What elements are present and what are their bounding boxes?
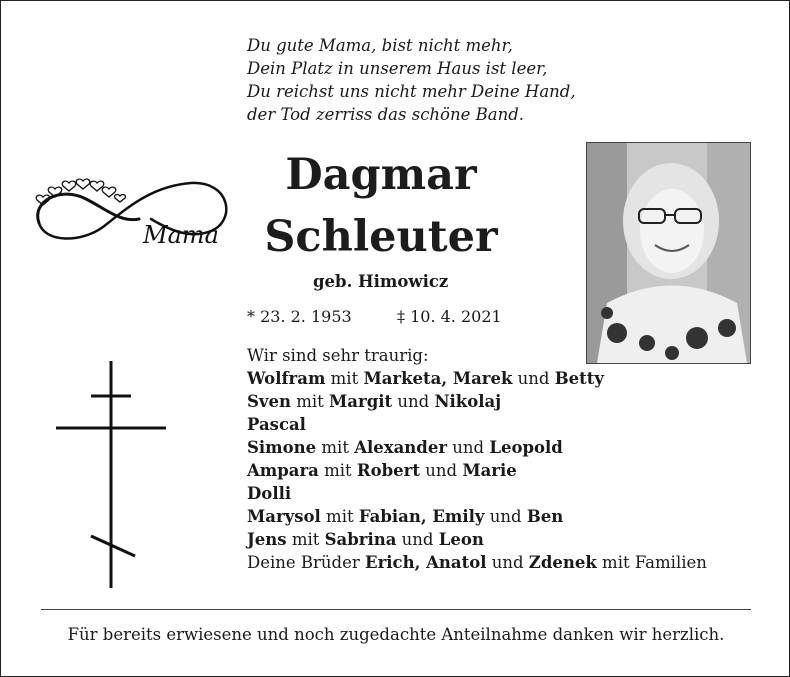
mourner-name: Ben <box>526 507 564 526</box>
mourner-connector: und <box>392 392 435 411</box>
mourner-name: Alexander <box>354 438 448 457</box>
mourners-list <box>247 344 707 574</box>
poem-line: Du gute Mama, bist nicht mehr, <box>247 36 513 55</box>
mourner-name: Ampara <box>247 461 319 480</box>
mourner-name: Fabian, Emily <box>358 507 485 526</box>
life-dates <box>247 307 502 326</box>
mourner-connector: mit <box>320 507 359 526</box>
thanks-note: Für bereits erwiesene und noch zugedachte Anteilnahme danken wir herzlich. <box>67 625 725 644</box>
logo-text: Mama <box>143 221 219 249</box>
mourner-connector: und <box>484 507 527 526</box>
poem-line: Dein Platz in unserem Haus ist leer, <box>247 59 548 78</box>
mourner-name: Marketa, Marek <box>363 369 513 388</box>
mourners-intro: Wir sind sehr traurig: <box>247 346 429 365</box>
mourner-name: Betty <box>554 369 605 388</box>
mourner-name: Dolli <box>247 484 292 503</box>
mourner-name: Margit <box>329 392 393 411</box>
last-name: Schleuter <box>264 212 498 262</box>
mourner-connector: und <box>512 369 555 388</box>
mourner-connector: und <box>447 438 490 457</box>
mourner-row <box>247 390 707 413</box>
mourner-connector: mit <box>318 461 357 480</box>
divider-line <box>41 609 751 610</box>
mourner-name: Marysol <box>247 507 321 526</box>
mourner-connector: und <box>420 461 463 480</box>
mourner-name: Robert <box>356 461 420 480</box>
mourner-connector: Deine Brüder <box>247 553 366 572</box>
mourner-name: Sven <box>247 392 291 411</box>
mourner-name: Simone <box>247 438 317 457</box>
orthodox-cross-icon <box>51 356 171 596</box>
mourner-name: Sabrina <box>324 530 397 549</box>
poem-line: der Tod zerriss das schöne Band. <box>247 105 525 124</box>
mourner-name: Nikolaj <box>434 392 502 411</box>
mourner-name: Leon <box>438 530 484 549</box>
mourner-name: Marie <box>462 461 517 480</box>
mourner-row <box>247 505 707 528</box>
mourner-name: Wolfram <box>247 369 326 388</box>
mourner-row <box>247 367 707 390</box>
mourner-connector: mit <box>286 530 325 549</box>
mourner-connector: mit Familien <box>596 553 707 572</box>
mourner-row <box>247 413 707 436</box>
mourner-connector: und <box>486 553 529 572</box>
mourner-name: Jens <box>247 530 287 549</box>
mourner-row <box>247 528 707 551</box>
mourner-name: Erich, Anatol <box>365 553 487 572</box>
mourner-connector: mit <box>291 392 330 411</box>
poem-line: Du reichst uns nicht mehr Deine Hand, <box>247 82 576 101</box>
mourner-row <box>247 459 707 482</box>
infinity-hearts-icon <box>31 161 241 261</box>
mourner-row <box>247 551 707 574</box>
mourner-name: Zdenek <box>528 553 597 572</box>
mourner-row <box>247 436 707 459</box>
mourner-connector: mit <box>325 369 364 388</box>
death-date: ‡ 10. 4. 2021 <box>397 307 502 326</box>
mourner-connector: und <box>396 530 439 549</box>
portrait-photo <box>586 142 751 364</box>
mourner-name: Pascal <box>247 415 306 434</box>
poem <box>247 34 576 126</box>
birth-date: * 23. 2. 1953 <box>247 307 352 326</box>
birth-name: geb. Himowicz <box>313 272 449 291</box>
first-name: Dagmar <box>285 150 477 200</box>
mourner-connector: mit <box>316 438 355 457</box>
mourner-name: Leopold <box>489 438 563 457</box>
mourner-row <box>247 482 707 505</box>
